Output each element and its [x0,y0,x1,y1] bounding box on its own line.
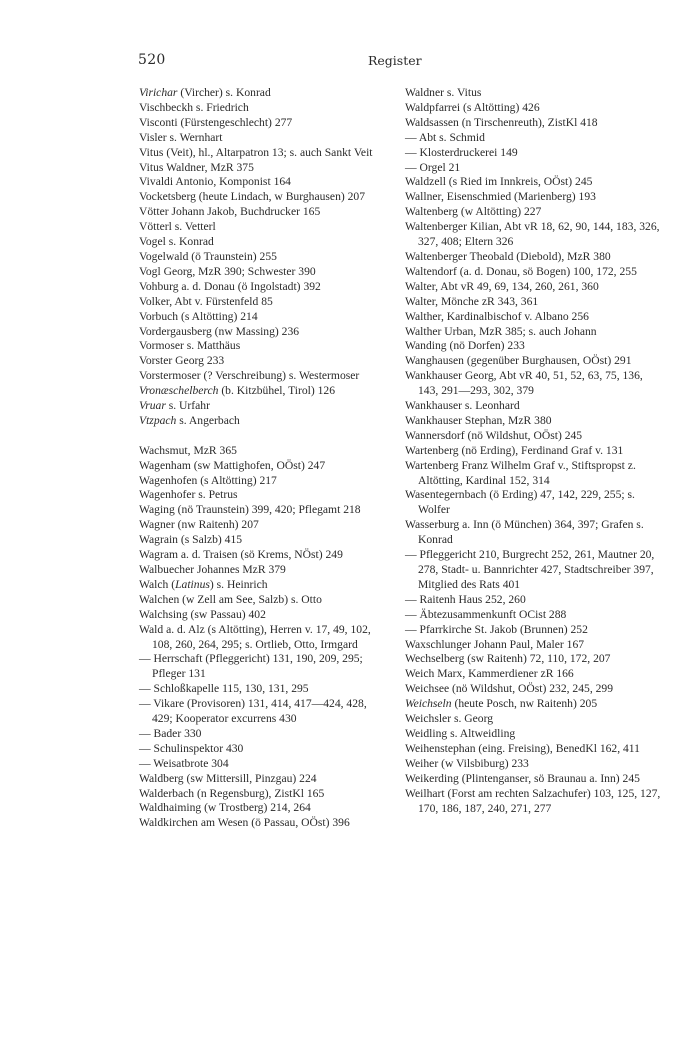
index-entry-text: Vivaldi Antonio, Komponist 164 [139,175,291,189]
index-entry [139,459,389,474]
index-entry-text: Walther, Kardinalbischof v. Albano 256 [405,309,589,323]
index-entry [405,161,665,176]
index-entry [405,220,665,250]
index-entry [139,399,389,414]
index-entry-text: Wagenham (sw Mattighofen, OÖst) 247 [139,458,326,472]
index-entry-text: Wagenhofer s. Petrus [139,488,238,502]
index-entry-text: Waltendorf (a. d. Donau, sö Bogen) 100, 172, 255 [405,264,637,278]
index-entry-text: Vorster Georg 233 [139,354,225,368]
index-entry-text: Waldberg (sw Mittersill, Pinzgau) 224 [139,771,317,785]
index-entry-text: s. Angerbach [176,413,240,427]
index-entry [405,399,665,414]
index-entry-text: — Pfarrkirche St. Jakob (Brunnen) 252 [405,622,588,636]
index-entry-text: — Klosterdruckerei 149 [405,145,518,159]
index-entry-text: Waldhaiming (w Trostberg) 214, 264 [139,801,311,815]
index-entry-text: Walter, Abt vR 49, 69, 134, 260, 261, 360 [405,279,599,293]
index-entry [405,265,665,280]
index-entry-text: Virichar [139,86,178,99]
index-entry [139,652,389,682]
index-entry [405,101,665,116]
index-entry-text: Weichsee (nö Wildshut, OÖst) 232, 245, 299 [405,682,614,696]
index-entry-text: Wechselberg (sw Raitenh) 72, 110, 172, 207 [405,652,611,666]
index-entry [139,280,389,295]
index-entry [405,757,665,772]
index-entry [405,742,665,757]
index-entry-text: Walter, Mönche zR 343, 361 [405,294,539,308]
index-entry [405,295,665,310]
index-entry-text: Wagenhofen (s Altötting) 217 [139,473,277,487]
index-entry-text: — Schloßkapelle 115, 130, 131, 295 [139,682,309,696]
index-entry [139,414,389,429]
index-entry [139,742,389,757]
index-entry [139,339,389,354]
index-entry-text: Wasentegernbach (ö Erding) 47, 142, 229, 255; s. Wolfer [405,488,635,517]
index-entry-text: Wagner (nw Raitenh) 207 [139,518,259,532]
index-entry-text: Waldpfarrei (s Altötting) 426 [405,100,540,114]
index-entry-text: Wannersdorf (nö Wildshut, OÖst) 245 [405,428,583,442]
index-entry [139,384,389,399]
index-entry-text: Visconti (Fürstengeschlecht) 277 [139,115,293,129]
index-entry-text: Vitus Waldner, MzR 375 [139,160,254,174]
index-entry-text: Waltenberger Kilian, Abt vR 18, 62, 90, 144, 183, 326, 327, 408; Eltern 326 [405,220,660,249]
index-entry-text: Walchsing (sw Passau) 402 [139,607,266,621]
index-entry-text: Wasserburg a. Inn (ö München) 364, 397; Grafen s. Konrad [405,518,644,547]
index-entry-text: Waldzell (s Ried im Innkreis, OÖst) 245 [405,175,593,189]
index-entry-text: (heute Posch, nw Raitenh) 205 [451,697,598,711]
index-entry-text: Weihenstephan (eing. Freising), BenedKl 162, 411 [405,741,640,755]
index-entry-text: Weichseln [405,697,452,711]
index-entry-text: Waging (nö Traunstein) 399, 420; Pflegamt 218 [139,503,361,517]
index-entry-text: Vocketsberg (heute Lindach, w Burghausen) 207 [139,190,366,204]
index-entry-text: Walchen (w Zell am See, Salzb) s. Otto [139,592,322,606]
index-entry [405,518,665,548]
index-entry-text: Vohburg a. d. Donau (ö Ingolstadt) 392 [139,279,321,293]
index-entry-text: Weich Marx, Kammerdiener zR 166 [405,667,574,681]
index-entry-text: ) s. Heinrich [209,577,268,591]
index-entry [405,652,665,667]
index-entry [139,86,389,101]
index-entry [405,339,665,354]
index-entry-text: Wankhauser s. Leonhard [405,399,520,413]
index-entry [139,623,389,653]
index-entry [405,190,665,205]
index-entry-text: Wanding (nö Dorfen) 233 [405,339,525,353]
index-entry-text: — Vikare (Provisoren) 131, 414, 417—424, 428, 429; Kooperator excurrens 430 [139,697,367,726]
index-entry-text: Vischbeckh s. Friedrich [139,100,249,114]
index-entry [139,593,389,608]
index-entry [405,280,665,295]
index-entry [139,101,389,116]
index-entry-text: Vordergausberg (nw Massing) 236 [139,324,300,338]
index-entry-text: Weilhart (Forst am rechten Salzachufer) 103, 125, 127, 170, 186, 187, 240, 271, 277 [405,786,661,815]
index-entry [139,146,389,161]
index-entry-text: Wald a. d. Alz (s Altötting), Herren v. 17, 49, 102, 108, 260, 264, 295; s. Ortlieb, Otto, Irmgard [139,622,371,651]
page-number: 520 [138,52,166,68]
index-entry [139,295,389,310]
index-entry [139,801,389,816]
index-entry [139,682,389,697]
index-entry-text: Waldsassen (n Tirschenreuth), ZistKl 418 [405,115,598,129]
index-entry [405,414,665,429]
index-entry [139,518,389,533]
index-entry-text: — Raitenh Haus 252, 260 [405,592,526,606]
index-entry [139,816,389,831]
index-entry [405,131,665,146]
index-entry [405,638,665,653]
index-entry [139,533,389,548]
index-entry [405,325,665,340]
index-entry-text: Waldner s. Vitus [405,86,482,99]
index-entry-text: — Abt s. Schmid [405,130,485,144]
index-entry-text: Vronæschelberch [139,384,219,398]
index-entry [139,563,389,578]
index-entry [139,354,389,369]
index-entry-text: Vruar [139,399,166,413]
index-entry-text: Weikerding (Plintenganser, sö Braunau a. Inn) 245 [405,771,640,785]
index-entry-text: Walch ( [139,577,176,591]
index-entry [139,131,389,146]
index-entry-text: Waltenberger Theobald (Diebold), MzR 380 [405,249,611,263]
index-entry [139,310,389,325]
index-entry-text: Walderbach (n Regensburg), ZistKl 165 [139,786,325,800]
index-entry [139,474,389,489]
index-entry-text: Wanghausen (gegenüber Burghausen, OÖst) 291 [405,354,632,368]
index-entry [405,712,665,727]
index-entry [139,205,389,220]
index-entry [405,682,665,697]
index-entry-text: — Schulinspektor 430 [139,741,244,755]
index-entry [405,697,665,712]
index-entry [405,623,665,638]
index-column-left [139,86,389,831]
index-entry-text: Wallner, Eisenschmied (Marienberg) 193 [405,190,596,204]
index-entry [139,578,389,593]
index-entry-text: Weidling s. Altweidling [405,726,516,740]
index-entry-text: Vorbuch (s Altötting) 214 [139,309,258,323]
index-entry [405,86,665,101]
index-entry [139,265,389,280]
index-entry-text: Volker, Abt v. Fürstenfeld 85 [139,294,273,308]
page-header [138,52,558,72]
index-entry-text: Weichsler s. Georg [405,712,494,726]
index-entry [139,727,389,742]
index-entry-text: Wachsmut, MzR 365 [139,443,237,457]
index-entry-text: Waltenberg (w Altötting) 227 [405,205,542,219]
index-entry [405,146,665,161]
index-entry [139,175,389,190]
index-entry-text: Walbuecher Johannes MzR 379 [139,562,286,576]
index-entry [139,444,389,459]
index-entry [139,369,389,384]
index-entry-text: Vötter Johann Jakob, Buchdrucker 165 [139,205,321,219]
index-entry-text: (Vircher) s. Konrad [177,86,271,99]
index-entry [405,444,665,459]
index-entry-text: Vogl Georg, MzR 390; Schwester 390 [139,264,316,278]
index-entry-text: — Weisatbrote 304 [139,756,229,770]
index-entry [139,220,389,235]
index-entry [405,488,665,518]
index-entry [139,161,389,176]
index-entry-text: Vötterl s. Vetterl [139,220,216,234]
index-entry-text: — Pfleggericht 210, Burgrecht 252, 261, Mautner 20, 278, Stadt- u. Bannrichter 427, Stadtschreiber 397, Mitglied des Rats 401 [405,548,655,591]
index-entry [405,772,665,787]
index-entry-text: Vtzpach [139,413,177,427]
index-entry-text: Wankhauser Georg, Abt vR 40, 51, 52, 63, 75, 136, 143, 291—293, 302, 379 [405,369,643,398]
index-entry [405,667,665,682]
index-entry [139,787,389,802]
index-entry [405,369,665,399]
index-entry-text: — Orgel 21 [405,160,461,174]
index-entry-text: Vogelwald (ö Traunstein) 255 [139,249,277,263]
index-entry [405,608,665,623]
index-entry [139,757,389,772]
index-entry [139,488,389,503]
index-entry-text: Waxschlunger Johann Paul, Maler 167 [405,637,585,651]
index-entry-text: Visler s. Wernhart [139,130,223,144]
index-entry [405,548,665,593]
index-entry [139,250,389,265]
index-entry-text: Wagrain (s Salzb) 415 [139,533,243,547]
index-entry [139,608,389,623]
index-entry [405,459,665,489]
index-entry [405,116,665,131]
index-entry [139,503,389,518]
index-entry-text: Wartenberg (nö Erding), Ferdinand Graf v. 131 [405,443,624,457]
index-entry [405,175,665,190]
index-entry-text: — Herrschaft (Pfleggericht) 131, 190, 209, 295; Pfleger 131 [139,652,363,681]
index-entry-text: Waldkirchen am Wesen (ö Passau, OÖst) 396 [139,816,350,830]
index-entry [405,727,665,742]
index-entry [139,325,389,340]
index-entry-text: Wartenberg Franz Wilhelm Graf v., Stiftspropst z. Altötting, Kardinal 152, 314 [405,458,636,487]
index-entry-text: Latinus [175,577,210,591]
index-entry-text: Weiher (w Vilsbiburg) 233 [405,756,529,770]
index-entry-text: Vorstermoser (? Verschreibung) s. Westermoser [139,369,360,383]
index-entry-text: Walther Urban, MzR 385; s. auch Johann [405,324,597,338]
running-head: Register [368,53,422,68]
index-entry-text: (b. Kitzbühel, Tirol) 126 [218,384,336,398]
index-entry-text: — Äbtezusammenkunft OCist 288 [405,607,567,621]
index-entry [405,429,665,444]
index-entry [405,593,665,608]
index-column-right [405,86,665,816]
index-entry-text: s. Urfahr [165,399,210,413]
index-entry-text: Vogel s. Konrad [139,235,214,249]
index-entry [139,116,389,131]
index-entry-text: — Bader 330 [139,726,202,740]
index-entry [405,354,665,369]
index-entry-text: Wankhauser Stephan, MzR 380 [405,413,552,427]
index-entry [139,235,389,250]
index-entry-text: Wagram a. d. Traisen (sö Krems, NÖst) 249 [139,548,343,562]
index-entry-text: Vitus (Veit), hl., Altarpatron 13; s. auch Sankt Veit [139,145,373,159]
index-entry [405,310,665,325]
index-entry [139,548,389,563]
index-entry [405,250,665,265]
index-entry [405,787,665,817]
index-entry [139,697,389,727]
index-entry-text: Vormoser s. Matthäus [139,339,241,353]
index-entry [139,772,389,787]
index-entry [405,205,665,220]
index-entry [139,190,389,205]
